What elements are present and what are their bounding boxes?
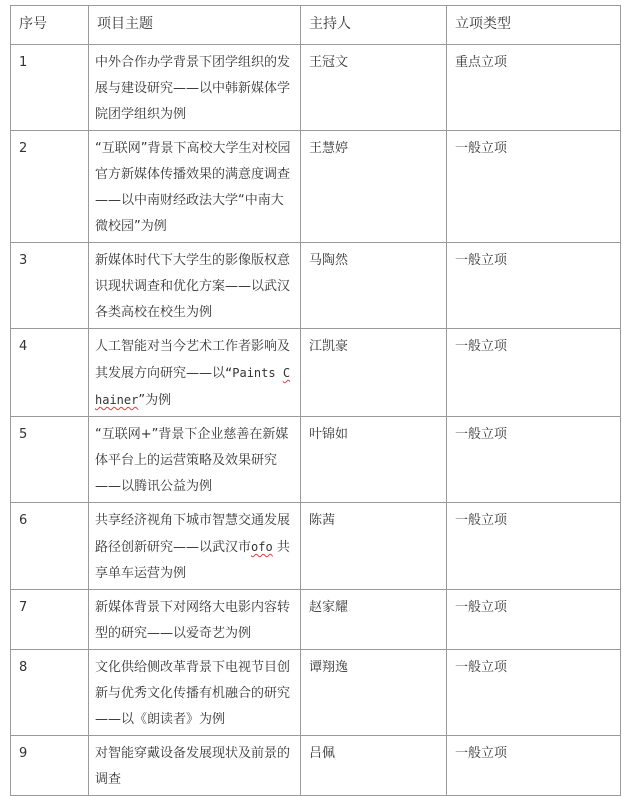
header-project-type: 立项类型 (447, 6, 621, 45)
row-number: 2 (11, 131, 89, 243)
row-type: 一般立项 (447, 590, 621, 650)
row-title-text-end: 共享单车运营为例 (95, 540, 290, 581)
row-host: 江凯豪 (301, 329, 447, 417)
row-number: 4 (11, 329, 89, 417)
row-number: 6 (11, 503, 89, 590)
table-row (11, 590, 621, 650)
row-type: 一般立项 (447, 131, 621, 243)
row-type: 一般立项 (447, 503, 621, 590)
table-row (11, 650, 621, 736)
row-title-quote-start: “Paints (225, 366, 283, 380)
header-host: 主持人 (301, 6, 447, 45)
row-number: 3 (11, 243, 89, 329)
row-title-spellcheck-word: ofo (251, 540, 273, 554)
row-type: 一般立项 (447, 243, 621, 329)
row-title-spellcheck-word: Chainer (95, 366, 291, 407)
row-title-text: 人工智能对当今艺术工作者影响及其发展方向研究——以 (95, 339, 291, 381)
row-title: “互联网+”背景下企业慈善在新媒体平台上的运营策略及效果研究——以腾讯公益为例 (89, 417, 301, 503)
table-row (11, 417, 621, 503)
row-number: 1 (11, 45, 89, 131)
row-type: 一般立项 (447, 736, 621, 796)
table-row (11, 503, 621, 590)
row-title-text: 共享经济视角下城市智慧交通发展路径创新研究——以武汉市 (95, 513, 291, 555)
row-title: 中外合作办学背景下团学组织的发展与建设研究——以中韩新媒体学院团学组织为例 (89, 45, 301, 131)
row-type: 一般立项 (447, 329, 621, 417)
row-number: 7 (11, 590, 89, 650)
row-type: 一般立项 (447, 650, 621, 736)
header-row (11, 6, 621, 45)
header-number: 序号 (11, 6, 89, 45)
project-table (10, 5, 621, 796)
table-row (11, 45, 621, 131)
row-title (89, 329, 301, 417)
table-row (11, 736, 621, 796)
row-type: 一般立项 (447, 417, 621, 503)
row-title: 对智能穿戴设备发展现状及前景的调查 (89, 736, 301, 796)
header-project-title: 项目主题 (89, 6, 301, 45)
row-title: 新媒体时代下大学生的影像版权意识现状调查和优化方案——以武汉各类高校在校生为例 (89, 243, 301, 329)
row-number: 8 (11, 650, 89, 736)
row-number: 9 (11, 736, 89, 796)
row-title: 新媒体背景下对网络大电影内容转型的研究——以爱奇艺为例 (89, 590, 301, 650)
row-host: 王慧婷 (301, 131, 447, 243)
table-row (11, 329, 621, 417)
row-host: 吕佩 (301, 736, 447, 796)
row-number: 5 (11, 417, 89, 503)
row-type: 重点立项 (447, 45, 621, 131)
row-host: 马陶然 (301, 243, 447, 329)
row-host: 叶锦如 (301, 417, 447, 503)
row-title: “互联网”背景下高校大学生对校园官方新媒体传播效果的满意度调查——以中南财经政法大学“中南大微校园”为例 (89, 131, 301, 243)
table-row (11, 243, 621, 329)
row-host: 陈茜 (301, 503, 447, 590)
row-title: 文化供给侧改革背景下电视节目创新与优秀文化传播有机融合的研究——以《朗读者》为例 (89, 650, 301, 736)
table-row (11, 131, 621, 243)
row-host: 赵家耀 (301, 590, 447, 650)
row-title (89, 503, 301, 590)
row-host: 王冠文 (301, 45, 447, 131)
row-host: 谭翔逸 (301, 650, 447, 736)
row-title-quote-end: ”为例 (138, 393, 172, 408)
